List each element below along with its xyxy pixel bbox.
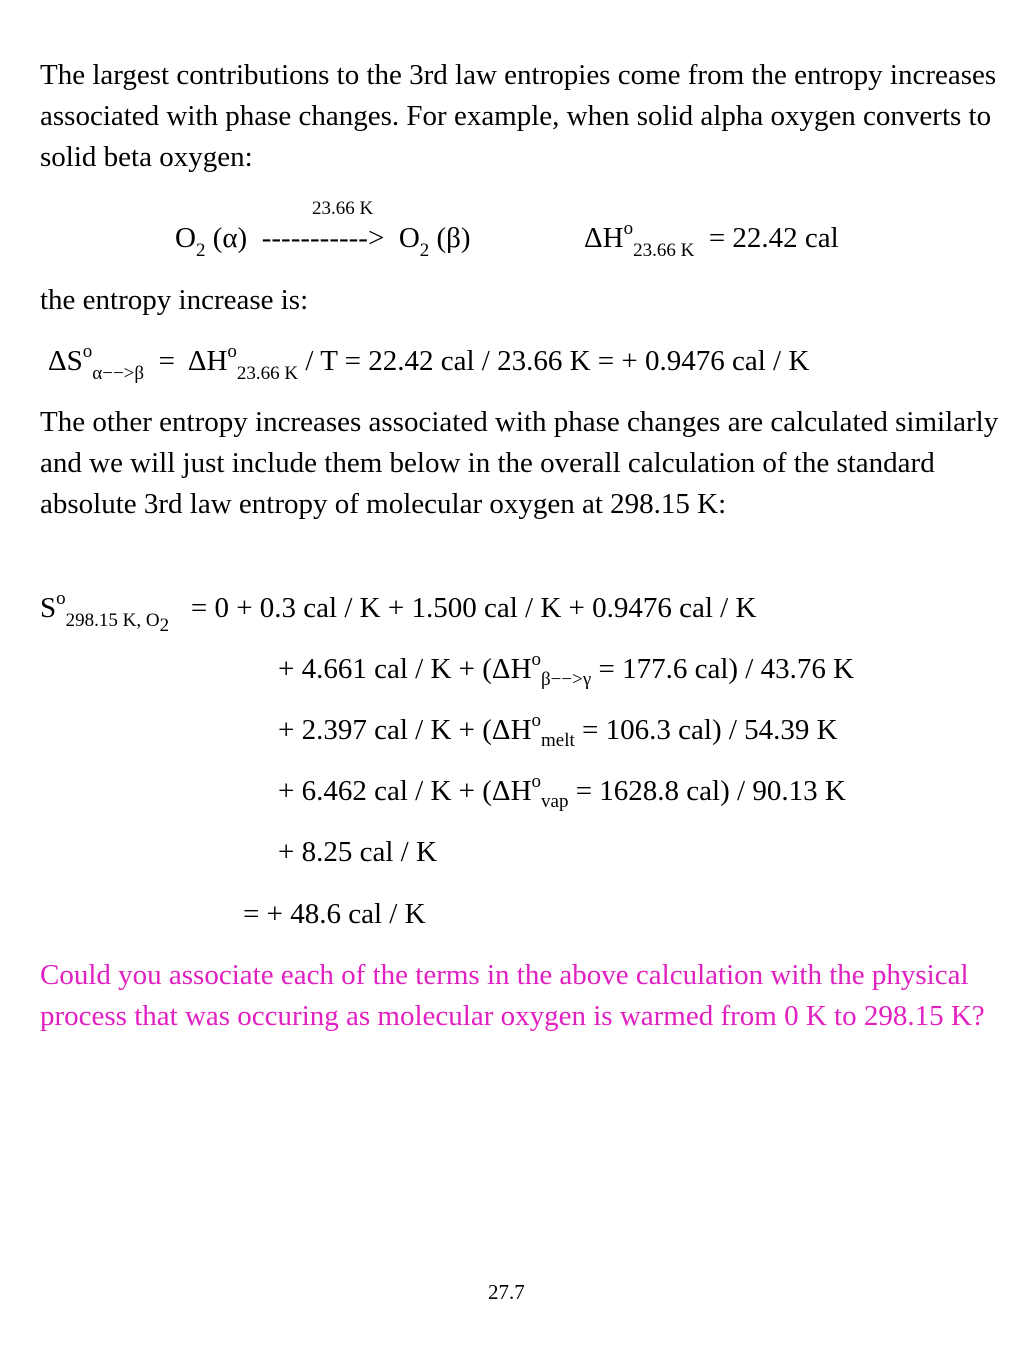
product-subscript: 2: [419, 240, 430, 261]
entropy-equation-rest: / T = 22.42 cal / 23.66 K = + 0.9476 cal / K: [305, 345, 810, 377]
calc-line-3-text-a: + 2.397 cal / K + (ΔH: [278, 714, 532, 746]
calc-line-4-superscript: o: [531, 771, 542, 792]
calc-line-3-subscript: melt: [541, 730, 575, 751]
enthalpy-superscript: o: [623, 218, 634, 239]
calc-line-2: [278, 649, 855, 690]
enthalpy-subscript: 23.66 K: [236, 363, 299, 384]
calc-line-2-text-b: = 177.6 cal) / 43.76 K: [591, 653, 855, 685]
entropy-s-subscript: 298.15 K, O: [65, 610, 160, 631]
calc-line-2-text-a: + 4.661 cal / K + (ΔH: [278, 653, 532, 685]
calc-line-5: + 8.25 cal / K: [278, 836, 437, 868]
entropy-equation: [48, 341, 810, 384]
enthalpy-value: = 22.42 cal: [708, 222, 839, 254]
enthalpy-subscript: 23.66 K: [633, 240, 695, 261]
product-phase: (β): [436, 222, 471, 254]
enthalpy-symbol: ΔH: [187, 345, 228, 377]
other-entropy-paragraph: The other entropy increases associated with phase changes are calculated similarly and we will just include them below in the overall calculation of the standard absolute 3rd law entropy of molecular oxygen at 298.15 K:: [40, 406, 999, 520]
enthalpy-symbol: ΔH: [584, 222, 624, 254]
reaction-enthalpy: [584, 218, 839, 261]
reactant-subscript: 2: [195, 240, 206, 261]
calc-line-1: [40, 588, 757, 636]
calc-line-3-superscript: o: [531, 710, 542, 731]
reaction-temperature-label: 23.66 K: [312, 198, 374, 219]
calc-line-4: [278, 771, 846, 812]
intro-paragraph: The largest contributions to the 3rd law entropies come from the entropy increases associated with phase changes. For example, when solid alpha oxygen converts to solid beta oxygen:: [40, 59, 997, 173]
entropy-s-superscript: o: [56, 588, 66, 609]
calc-line-4-subscript: vap: [541, 791, 569, 812]
enthalpy-superscript: o: [227, 341, 237, 362]
entropy-intro: the entropy increase is:: [40, 284, 309, 316]
calc-line-1-text: = 0 + 0.3 cal / K + 1.500 cal / K + 0.9476 cal / K: [190, 592, 757, 624]
reactant-phase: (α): [212, 222, 248, 254]
calc-line-2-subscript: β−−>γ: [541, 669, 592, 690]
reaction-arrow: ----------->: [261, 222, 385, 254]
entropy-symbol: ΔS: [48, 345, 83, 377]
page-number: 27.7: [488, 1280, 525, 1304]
calc-line-4-text-b: = 1628.8 cal) / 90.13 K: [568, 775, 846, 807]
calc-result: = + 48.6 cal / K: [243, 898, 426, 930]
product: O: [398, 222, 420, 254]
reactant: O: [175, 222, 196, 254]
entropy-subscript: α−−>β: [92, 363, 145, 384]
question-paragraph: Could you associate each of the terms in the above calculation with the physical process that was occuring as molecular oxygen is warmed from 0 K to 298.15 K?: [40, 959, 985, 1032]
reaction-equation: [175, 222, 471, 261]
entropy-s-subscript-2: 2: [159, 615, 170, 636]
calc-line-4-text-a: + 6.462 cal / K + (ΔH: [278, 775, 532, 807]
calc-line-2-superscript: o: [531, 649, 542, 670]
equals-sign: =: [158, 345, 175, 377]
entropy-s-symbol: S: [40, 592, 57, 624]
entropy-superscript: o: [82, 341, 93, 362]
calc-line-3: [278, 710, 838, 751]
calc-line-3-text-b: = 106.3 cal) / 54.39 K: [574, 714, 838, 746]
